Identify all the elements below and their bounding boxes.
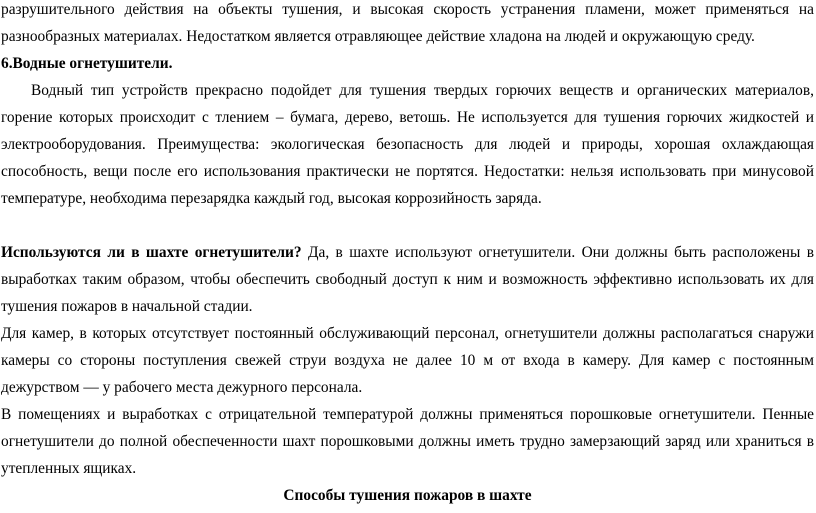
paragraph-line: Водный тип устройств прекрасно подойдет для тушения твердых горючих веществ и органических материалов, [31, 82, 814, 99]
paragraph-line: В помещениях и выработках с отрицательной температурой должны применяться порошковые огнетушители. Пенные [1, 406, 814, 423]
answer-text: Да, в шахте используют огнетушители. Они должны быть расположены в [307, 244, 814, 261]
paragraph-line: электрооборудования. Преимущества: экологическая безопасность для людей и природы, хорошая охлаждающая [1, 136, 814, 153]
paragraph-line: дежурством — у рабочего места дежурного персонала. [1, 379, 363, 396]
paragraph-line: разрушительного действия на объекты тушения, и высокая скорость устранения пламени, может применяться на [1, 1, 814, 18]
section-heading: 6.Водные огнетушители. [1, 55, 173, 72]
paragraph-line: тушения пожаров в начальной стадии. [1, 298, 253, 315]
paragraph-line: горение которых происходит с тлением – бумага, дерево, ветошь. Не используется для тушения горючих жидкостей и [1, 109, 814, 126]
paragraph-line: способность, вещи после его использования практически не портятся. Недостатки: нельзя использовать при минусовой [1, 163, 814, 180]
question-label: Используются ли в шахте огнетушители? [1, 244, 302, 261]
paragraph-line: выработках таким образом, чтобы обеспечить свободный доступ к ним и возможность эффективно использовать их для [1, 271, 814, 288]
section-title: Способы тушения пожаров в шахте [283, 487, 532, 504]
paragraph-line: камеры со стороны поступления свежей струи воздуха не далее 10 м от входа в камеру. Для камер с постоянным [1, 352, 814, 369]
paragraph-line: разнообразных материалах. Недостатком является отравляющее действие хладона на людей и окружающую среду. [1, 28, 755, 45]
paragraph-line: Для камер, в которых отсутствует постоянный обслуживающий персонал, огнетушители должны располагаться снаружи [1, 325, 814, 342]
question-line [1, 243, 814, 263]
paragraph-line: утепленных ящиках. [1, 460, 137, 477]
paragraph-line: огнетушители до полной обеспеченности шахт порошковыми должны иметь трудно замерзающий заряд или храниться в [1, 433, 814, 450]
paragraph-line: температуре, необходима перезарядка каждый год, высокая коррозийность заряда. [1, 190, 542, 207]
